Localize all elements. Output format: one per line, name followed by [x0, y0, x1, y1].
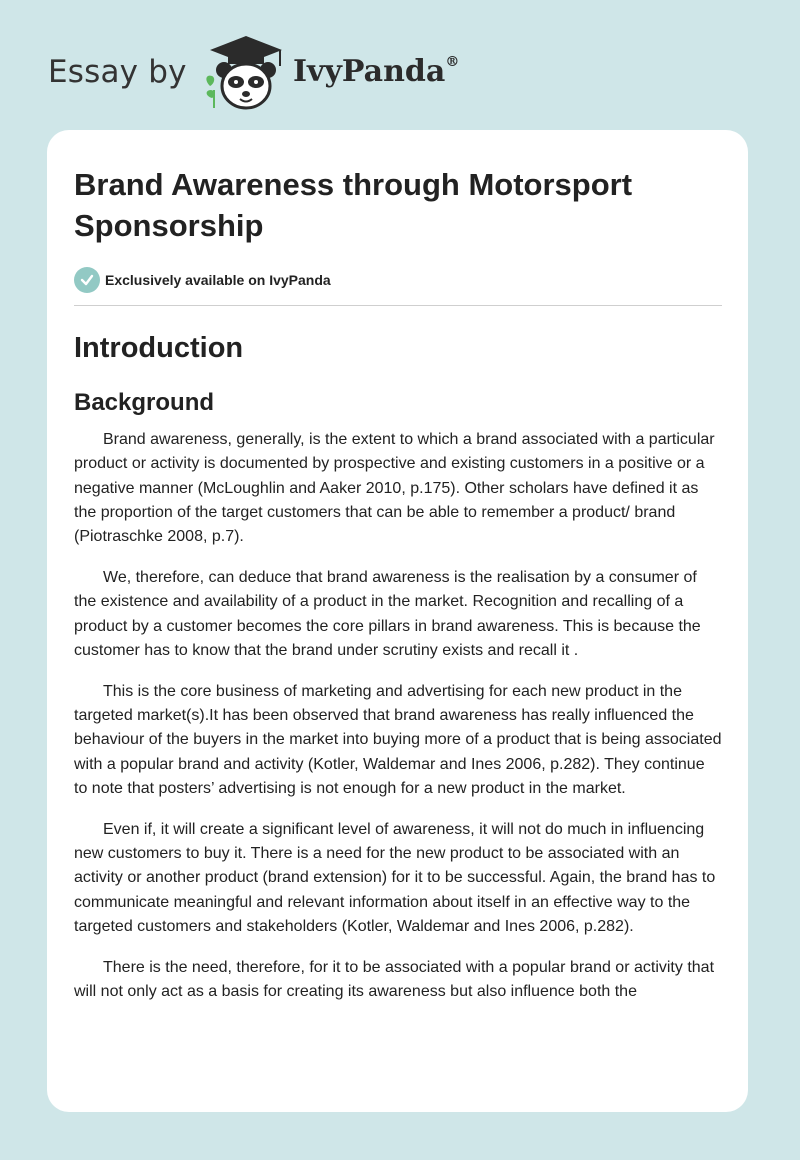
body-paragraph: This is the core business of marketing and advertising for each new product in the targeted market(s).It has been observed that brand awareness has really influenced the behaviour of the buyers in the market into buying more of a product that is being associated with a popular brand and activity (Kotler, Waldemar and Ines 2006, p.282). They continue to note that posters’ advertising is not enough for a new product in the market. — [74, 682, 722, 797]
subsection-heading: Background — [74, 389, 215, 416]
body-paragraph: Brand awareness, generally, is the extent to which a brand associated with a particular product or activity is documented by prospective and existing customers in a positive or a negative manner (McLoughlin and Aaker 2010, p.175). Other scholars have defined it as the proportion of the target customers that can be able to remember a product/ brand (Piotraschke 2008, p.7). — [74, 431, 715, 546]
essay-by-label: Essay by — [48, 54, 187, 90]
body-paragraph: We, therefore, can deduce that brand awareness is the realisation by a consumer of the existence and availability of a product in the market. Recognition and recalling of a product by a customer becomes the core pillars in brand awareness. This is because the customer has to know that the brand under scrutiny exists and recall it . — [74, 568, 701, 659]
check-badge-icon — [74, 267, 100, 293]
body-paragraph: Even if, it will create a significant level of awareness, it will not do much in influencing new customers to buy it. There is a need for the new product to be associated with an activity or another product (brand extension) for it to be successful. Again, the brand has to communicate meaningful and relevant information about itself in an effective way to the targeted customers and stakeholders (Kotler, Waldemar and Ines 2006, p.282). — [74, 820, 716, 935]
essay-card — [47, 130, 748, 1112]
body-paragraph: There is the need, therefore, for it to be associated with a popular brand or activity that will not only act as a basis for creating its awareness but also influence both the — [74, 958, 715, 1000]
title-divider — [74, 305, 722, 306]
registered-mark: ® — [445, 54, 460, 70]
section-heading: Introduction — [74, 332, 244, 364]
essay-title: Brand Awareness through Motorsport Sponsorship — [74, 167, 633, 243]
exclusive-label: Exclusively available on IvyPanda — [105, 272, 331, 288]
exclusive-badge — [74, 266, 722, 294]
site-header — [48, 30, 508, 110]
brand-name[interactable]: IvyPanda® — [293, 54, 460, 89]
panda-logo-icon[interactable] — [202, 34, 290, 112]
